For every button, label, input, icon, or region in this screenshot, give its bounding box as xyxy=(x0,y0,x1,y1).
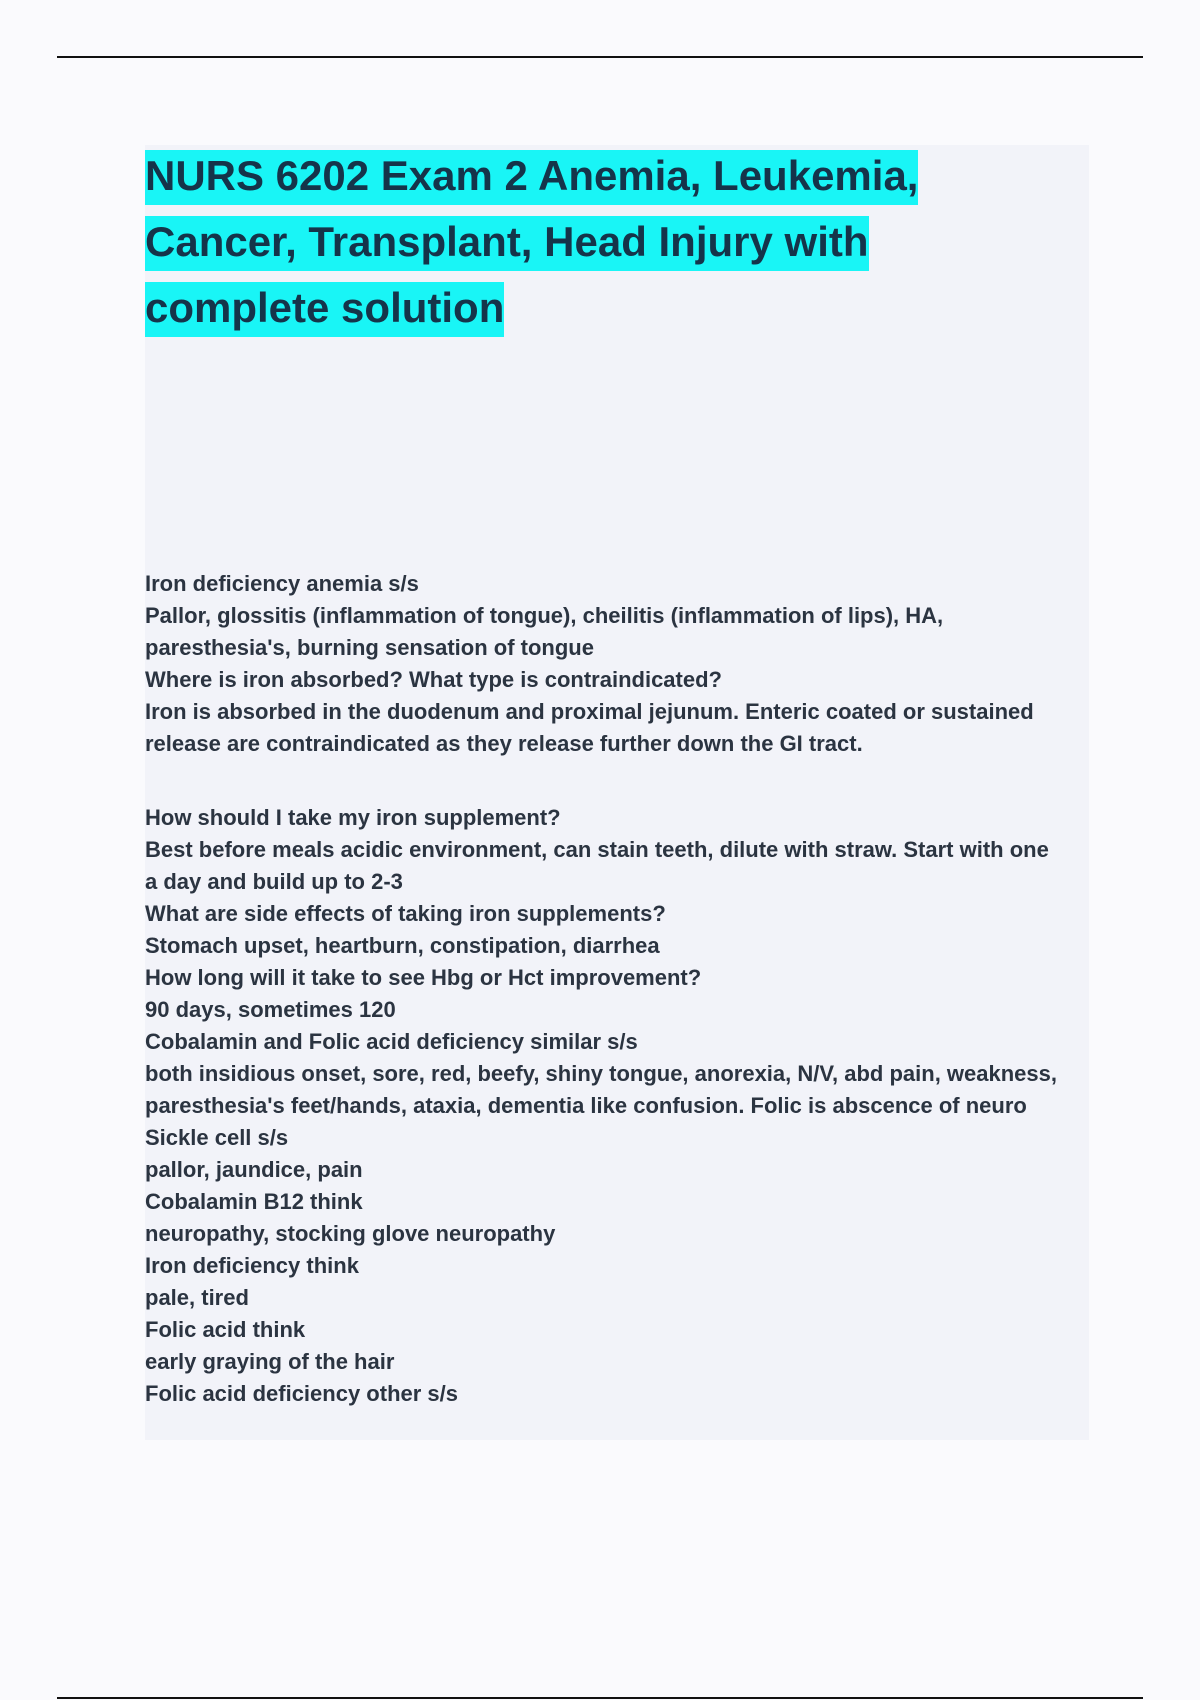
answer-line: early graying of the hair xyxy=(145,1349,395,1374)
question-line: How long will it take to see Hbg or Hct improvement? xyxy=(145,965,702,990)
answer-line: Pallor, glossitis (inflammation of tongue), cheilitis (inflammation of lips), HA, paresthesia's, burning sensation of tongue xyxy=(145,603,944,660)
question-line: How should I take my iron supplement? xyxy=(145,805,561,830)
question-line: Folic acid deficiency other s/s xyxy=(145,1381,458,1406)
answer-line: both insidious onset, sore, red, beefy, shiny tongue, anorexia, N/V, abd pain, weakness, paresthesia's feet/hands, ataxia, dementia like confusion. Folic is abscence of neuro xyxy=(145,1061,1058,1118)
answer-line: Best before meals acidic environment, can stain teeth, dilute with straw. Start with one a day and build up to 2-3 xyxy=(145,837,1049,894)
qa-section-supplements xyxy=(145,802,1065,1410)
footer-rule xyxy=(57,1697,1143,1699)
title-line: complete solution xyxy=(145,282,504,337)
document-title xyxy=(145,143,1045,341)
question-line: Folic acid think xyxy=(145,1317,306,1342)
qa-section-iron xyxy=(145,568,1065,760)
title-line: Cancer, Transplant, Head Injury with xyxy=(145,216,869,271)
title-line: NURS 6202 Exam 2 Anemia, Leukemia, xyxy=(145,150,918,205)
question-line: Sickle cell s/s xyxy=(145,1125,289,1150)
question-line: Where is iron absorbed? What type is contraindicated? xyxy=(145,667,722,692)
answer-line: Stomach upset, heartburn, constipation, diarrhea xyxy=(145,933,660,958)
question-line: Iron deficiency anemia s/s xyxy=(145,571,419,596)
answer-line: 90 days, sometimes 120 xyxy=(145,997,396,1022)
question-line: Iron deficiency think xyxy=(145,1253,359,1278)
question-line: What are side effects of taking iron supplements? xyxy=(145,901,666,926)
answer-line: pallor, jaundice, pain xyxy=(145,1157,363,1182)
answer-line: pale, tired xyxy=(145,1285,249,1310)
answer-line: neuropathy, stocking glove neuropathy xyxy=(145,1221,556,1246)
question-line: Cobalamin B12 think xyxy=(145,1189,363,1214)
answer-line: Iron is absorbed in the duodenum and proximal jejunum. Enteric coated or sustained release are contraindicated as they release further down the GI tract. xyxy=(145,699,1034,756)
header-rule xyxy=(57,56,1143,58)
question-line: Cobalamin and Folic acid deficiency similar s/s xyxy=(145,1029,638,1054)
